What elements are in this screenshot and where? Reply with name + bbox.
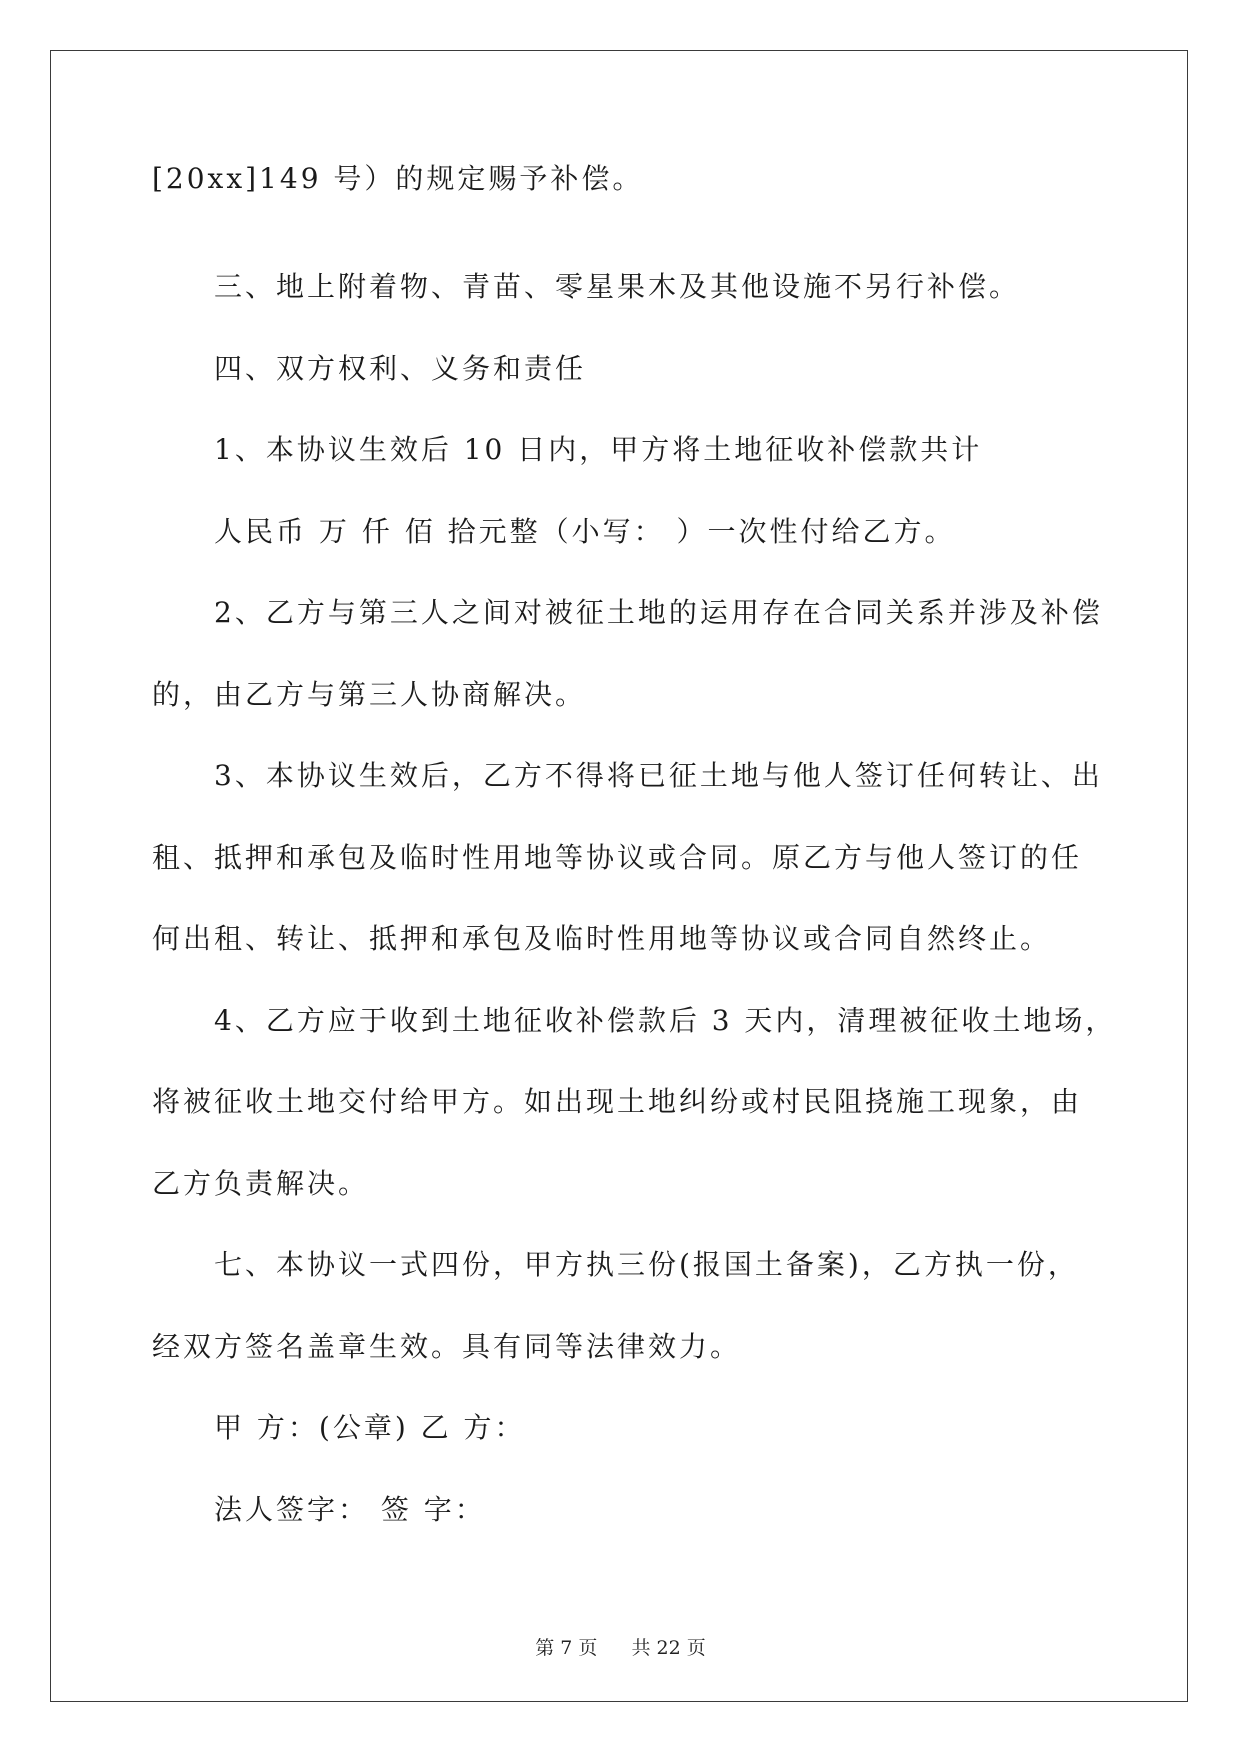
section-heading-rights: 四、双方权利、义务和责任	[214, 351, 587, 385]
paragraph-line-11: 4、乙方应于收到土地征收补偿款后 3 天内，清理被征收土地场，	[214, 1003, 1117, 1037]
page-footer	[0, 1636, 1241, 1660]
paragraph-line-13: 乙方负责解决。	[152, 1166, 370, 1200]
paragraph-line-6: 2、乙方与第三人之间对被征土地的运用存在合同关系并涉及补偿	[214, 596, 1103, 629]
paragraph-line-5: 人民币 万 仟 佰 拾元整（小写： ）一次性付给乙方。	[214, 514, 956, 548]
page-number: 第 7 页	[535, 1637, 598, 1659]
document-body	[152, 162, 1117, 1550]
page-total: 共 22 页	[631, 1637, 706, 1659]
paragraph-line-4: 1、本协议生效后 10 日内，甲方将土地征收补偿款共计	[214, 433, 983, 466]
paragraph-line-15: 经双方签名盖章生效。具有同等法律效力。	[152, 1329, 742, 1363]
paragraph-line-10: 何出租、转让、抵押和承包及临时性用地等协议或合同自然终止。	[152, 922, 1052, 955]
signature-party-line: 甲 方：(公章) 乙 方：	[214, 1411, 526, 1444]
paragraph-line-2: 三、地上附着物、青苗、零星果木及其他设施不另行补偿。	[214, 270, 1021, 303]
paragraph-line-9: 租、抵押和承包及临时性用地等协议或合同。原乙方与他人签订的任	[152, 840, 1083, 874]
paragraph-line-8: 3、本协议生效后，乙方不得将已征土地与他人签订任何转让、出	[214, 759, 1103, 792]
paragraph-line-7: 的，由乙方与第三人协商解决。	[152, 677, 587, 711]
paragraph-line-14: 七、本协议一式四份，甲方执三份(报国土备案)，乙方执一份，	[214, 1248, 1079, 1281]
paragraph-line-12: 将被征收土地交付给甲方。如出现土地纠纷或村民阻挠施工现象，由	[152, 1085, 1083, 1118]
paragraph-line-1: [20xx]149 号）的规定赐予补偿。	[152, 162, 644, 195]
signature-sign-line: 法人签字： 签 字：	[214, 1492, 486, 1526]
